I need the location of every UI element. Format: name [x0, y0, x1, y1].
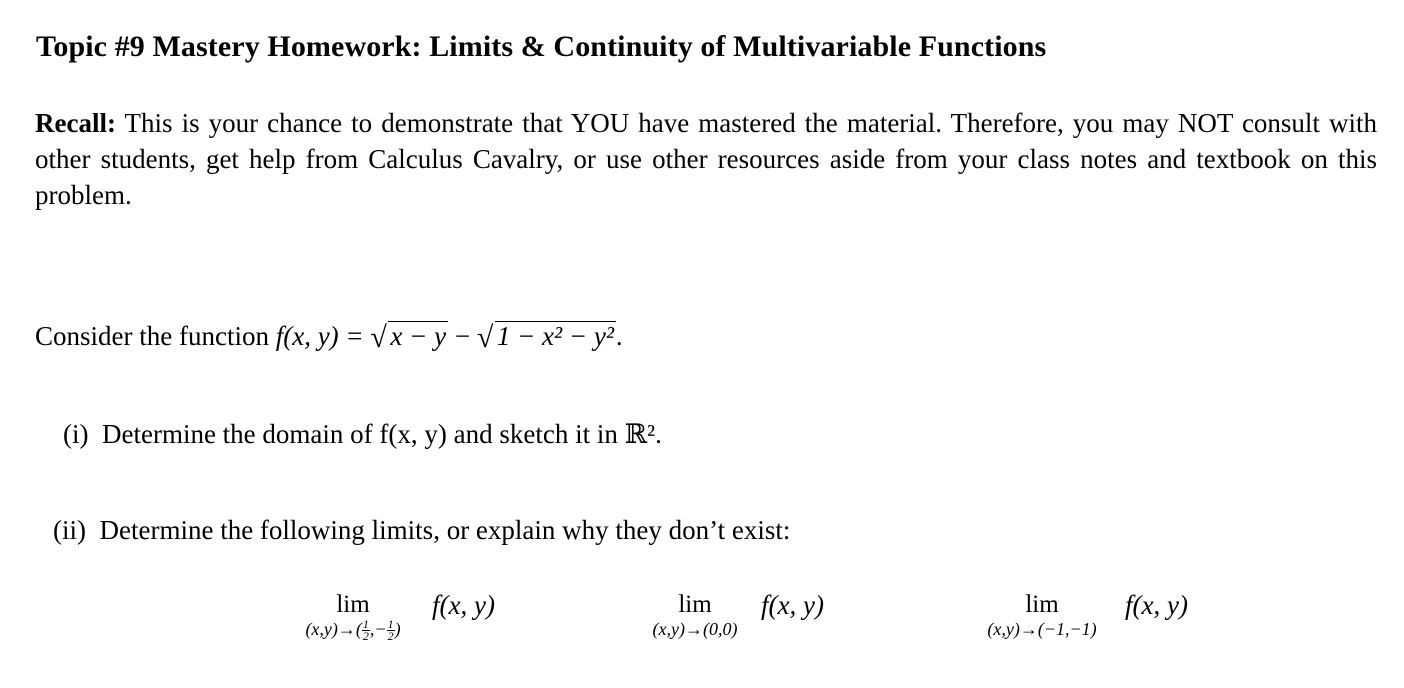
recall-paragraph [35, 105, 1377, 213]
page-title: Topic #9 Mastery Homework: Limits & Continuity of Multivariable Functions [36, 30, 1047, 63]
limit-3-subscript: (x,y)→(−1,−1) [987, 619, 1097, 639]
limit-3 [962, 592, 1122, 640]
part-ii [53, 515, 790, 546]
function-end: . [615, 321, 623, 351]
part-ii-label: (ii) [53, 515, 86, 545]
limit-3-function: f(x, y) [1125, 590, 1188, 620]
function-definition [35, 321, 623, 352]
part-i-text: Determine the domain of f(x, y) and sketch it in ℝ². [101, 419, 662, 449]
sqrt-term-2-radicand: 1 − x² − y² [496, 321, 614, 351]
radical-sign-icon: √ [476, 321, 494, 354]
limit-1-subscript: (x,y)→( $\frac{1}{2}$ ,− $\frac{1}{2}$ ) [305, 617, 401, 644]
sqrt-term-1-radicand: x − y [390, 321, 447, 351]
sqrt-term-2 [477, 321, 616, 352]
part-ii-text: Determine the following limits, or explain why they don’t exist: [99, 515, 791, 545]
limit-2-lim: lim [678, 591, 712, 618]
part-i-label: (i) [63, 419, 89, 449]
recall-label: Recall: [35, 108, 116, 138]
limit-2-function: f(x, y) [761, 590, 824, 620]
fraction: $\frac{1}{2}$ [387, 617, 394, 644]
function-lhs: f(x, y) = [275, 321, 364, 351]
limit-2 [632, 592, 758, 640]
function-intro: Consider the function [35, 321, 269, 351]
fraction: $\frac{1}{2}$ [362, 617, 369, 644]
sqrt-term-1 [370, 321, 448, 352]
minus-sign: − [454, 321, 471, 351]
limit-1-lim: lim [336, 591, 370, 618]
limit-1-function: f(x, y) [432, 590, 495, 620]
part-i [63, 419, 662, 450]
radical-sign-icon: √ [370, 321, 387, 354]
recall-text: This is your chance to demonstrate that YOU have mastered the material. Therefore, you may NOT consult with other students, get help from Calculus Cavalry, or use other resources aside from your class notes and textbook on this problem. [35, 108, 1377, 210]
limit-2-subscript: (x,y)→(0,0) [652, 619, 738, 639]
limit-1 [276, 592, 430, 642]
limit-3-lim: lim [1025, 591, 1059, 618]
